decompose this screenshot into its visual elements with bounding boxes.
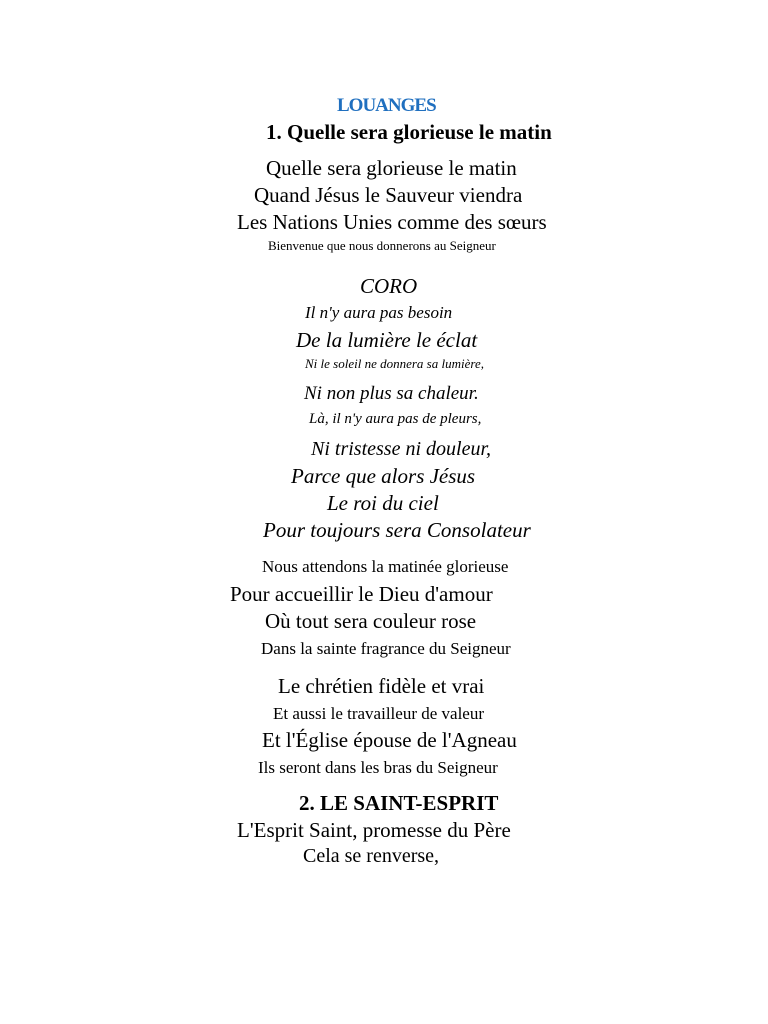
song-title-1: 1. Quelle sera glorieuse le matin xyxy=(266,120,552,144)
verse3-line-4: Ils seront dans les bras du Seigneur xyxy=(258,758,498,777)
verse3-line-2: Et aussi le travailleur de valeur xyxy=(273,704,484,723)
chorus-line-1: Il n'y aura pas besoin xyxy=(305,303,453,322)
song2-line-1: L'Esprit Saint, promesse du Père xyxy=(237,818,511,842)
verse3-line-1: Le chrétien fidèle et vrai xyxy=(278,674,485,698)
chorus-line-7: Parce que alors Jésus xyxy=(291,464,476,488)
chorus-line-6: Ni tristesse ni douleur, xyxy=(311,438,492,460)
verse2-line-3: Où tout sera couleur rose xyxy=(265,609,477,633)
section-header: LOUANGES xyxy=(337,95,436,116)
chorus-label: CORO xyxy=(360,274,418,298)
verse3-line-3: Et l'Église épouse de l'Agneau xyxy=(262,728,517,752)
verse2-line-1: Nous attendons la matinée glorieuse xyxy=(262,557,509,576)
chorus-line-8: Le roi du ciel xyxy=(327,491,439,515)
chorus-line-4: Ni non plus sa chaleur. xyxy=(304,383,479,404)
verse1-line-2: Quand Jésus le Sauveur viendra xyxy=(254,183,523,207)
song-title-2: 2. LE SAINT-ESPRIT xyxy=(299,791,499,815)
chorus-line-2: De la lumière le éclat xyxy=(296,328,478,352)
verse2-line-2: Pour accueillir le Dieu d'amour xyxy=(230,582,493,606)
verse1-line-1: Quelle sera glorieuse le matin xyxy=(266,156,517,180)
chorus-line-5: Là, il n'y aura pas de pleurs, xyxy=(309,411,482,427)
verse1-line-4: Bienvenue que nous donnerons au Seigneur xyxy=(268,238,496,253)
chorus-line-9: Pour toujours sera Consolateur xyxy=(263,518,531,542)
verse1-line-3: Les Nations Unies comme des sœurs xyxy=(237,210,547,234)
chorus-line-3: Ni le soleil ne donnera sa lumière, xyxy=(305,356,484,371)
verse2-line-4: Dans la sainte fragrance du Seigneur xyxy=(261,639,511,658)
song2-line-2: Cela se renverse, xyxy=(303,845,440,867)
